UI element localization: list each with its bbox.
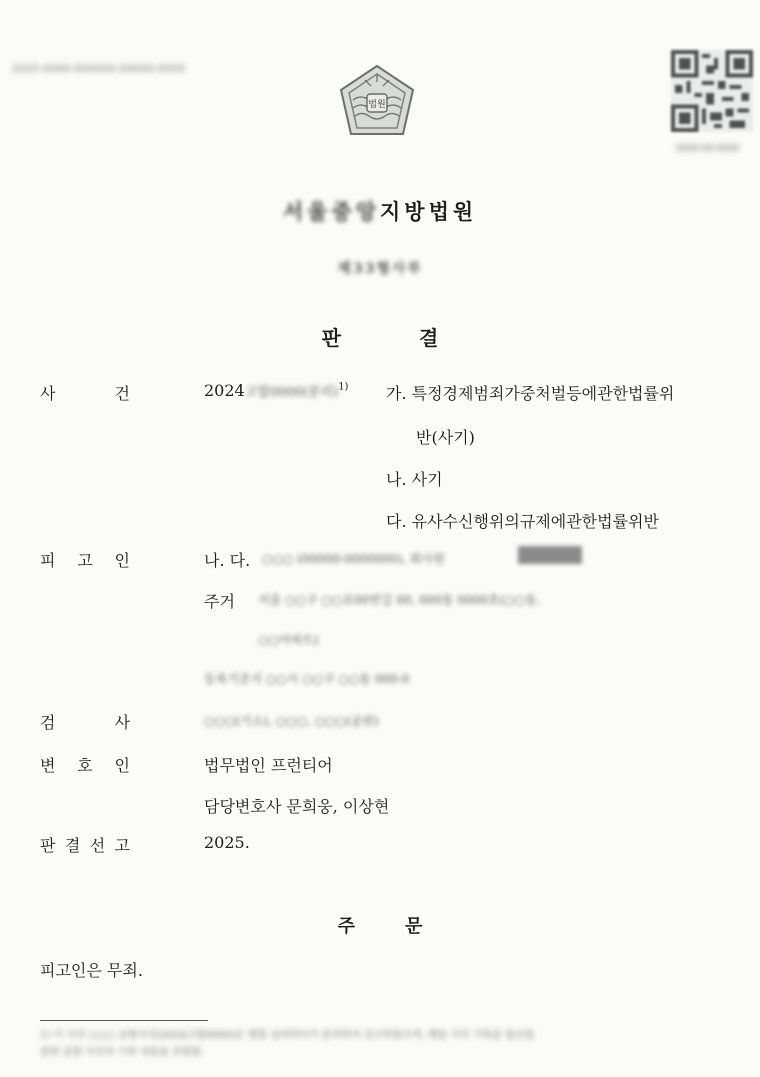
prosecutor-names: ○○○(기소), ○○○, ○○○(공판)	[204, 714, 379, 728]
registered-address: 등록기준지 ○○시 ○○구 ○○동 000-0	[204, 672, 410, 686]
counsel-label: 변 호 인	[40, 756, 130, 775]
court-name-blurred: 서울중앙	[282, 199, 380, 224]
charge-item: 다. 유사수신행위의규제에관한법률위반	[386, 512, 659, 531]
court-name	[0, 196, 760, 226]
footnote	[40, 1027, 720, 1061]
residence-address-line1: 서울 ○○구 ○○로00번길 00, 000동 0000호(○○동,	[258, 593, 541, 607]
court-emblem-icon	[333, 60, 421, 140]
order-text: 피고인은 무죄.	[40, 961, 143, 980]
prosecutor-label: 검 사	[40, 713, 130, 732]
document-title: 판결	[321, 326, 517, 350]
case-number-year: 2024	[204, 381, 245, 400]
counsel-firm: 법무법인 프런티어	[204, 756, 333, 775]
charge-item: 반(사기)	[416, 428, 475, 447]
charge-item: 나. 사기	[386, 470, 443, 489]
counsel-lawyers: 담당변호사 문희웅, 이상현	[204, 797, 390, 816]
court-name-visible: 지방법원	[380, 199, 478, 224]
defendant-name: ○○○ (00000-0000000), 회사원	[262, 552, 445, 566]
document-id-code: 2025-0000-000000-00000-0000	[12, 64, 186, 75]
case-number-redacted: 고합0000(분리)	[244, 385, 339, 400]
defendant-label: 피 고 인	[40, 551, 130, 570]
division-name: 제33형사부	[337, 261, 423, 277]
order-section-title: 주문	[337, 916, 473, 937]
verdict-date-label: 판 결 선 고	[40, 836, 130, 855]
footnote-divider	[40, 1020, 208, 1021]
case-number	[204, 381, 348, 400]
qr-code-icon	[670, 50, 754, 132]
footnote-marker: 1)	[338, 381, 349, 393]
qr-caption: 0000-00-0000	[676, 144, 740, 154]
residence-address-line2: ○○아파트)	[258, 633, 319, 647]
charge-item: 가. 특정경제범죄가중처벌등에관한법률위	[386, 384, 675, 403]
emblem-label: 법원	[368, 100, 386, 110]
redaction-box	[518, 546, 582, 564]
verdict-date-value: 2025.	[204, 833, 250, 852]
footnote-line2: 관련 공범 사건의 기록 내용을 포함함.	[40, 1047, 204, 1058]
case-label: 사 건	[40, 384, 130, 403]
residence-label: 주거	[204, 592, 235, 611]
footnote-line1: 1) 이 사건 ○○○ 공범사건(2024고합0000)은 병합 심리하다가 분리하여 선고하였으며, 해당 사건 기록을 참조함.	[40, 1030, 538, 1041]
defendant-charges-ref: 나. 다.	[204, 551, 251, 570]
